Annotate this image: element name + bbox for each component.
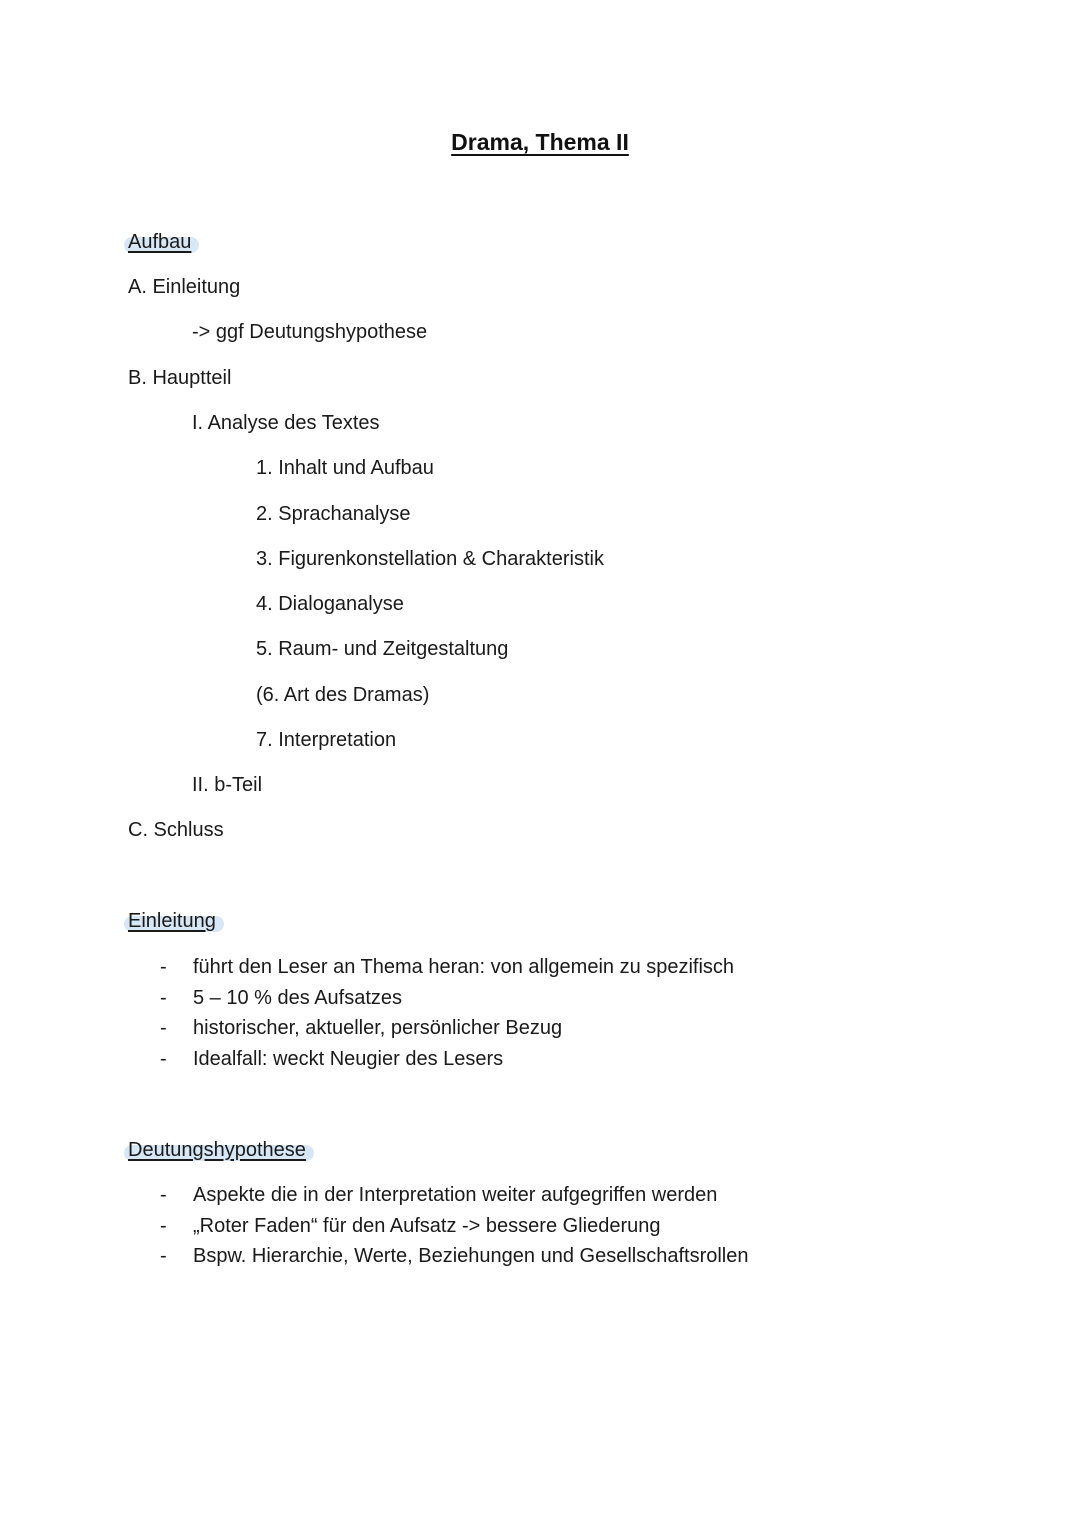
outline-item: 3. Figurenkonstellation & Charakteristik (256, 548, 604, 570)
bullet-marker: - (160, 987, 167, 1009)
outline-item: 4. Dialoganalyse (256, 593, 404, 615)
heading-aufbau-text: Aufbau (128, 231, 192, 253)
outline-item: C. Schluss (128, 819, 224, 841)
list-item-text: Idealfall: weckt Neugier des Lesers (193, 1048, 504, 1070)
heading-deutungshypothese-text: Deutungshypothese (128, 1139, 306, 1161)
list-item-text: führt den Leser an Thema heran: von allgemein zu spezifisch (193, 956, 735, 978)
outline-item: B. Hauptteil (128, 367, 232, 389)
heading-einleitung (128, 910, 216, 933)
bullet-marker: - (160, 1245, 167, 1267)
heading-einleitung-text: Einleitung (128, 910, 216, 932)
outline-item: II. b-Teil (192, 774, 263, 796)
page-title: Drama, Thema II (451, 129, 629, 155)
heading-aufbau (128, 231, 191, 254)
list-item-text: Aspekte die in der Interpretation weiter aufgegriffen werden (193, 1184, 718, 1206)
list-item-text: historischer, aktueller, persönlicher Bezug (193, 1017, 563, 1039)
bullet-marker: - (160, 1184, 167, 1206)
outline-item: 2. Sprachanalyse (256, 503, 411, 525)
outline-item: A. Einleitung (128, 276, 241, 298)
outline-item: -> ggf Deutungshypothese (192, 321, 428, 343)
outline-item: 5. Raum- und Zeitgestaltung (256, 638, 509, 660)
outline-item: (6. Art des Dramas) (256, 684, 430, 706)
bullet-marker: - (160, 1048, 167, 1070)
outline-item: I. Analyse des Textes (192, 412, 380, 434)
list-item-text: 5 – 10 % des Aufsatzes (193, 987, 403, 1009)
bullet-marker: - (160, 1017, 167, 1039)
heading-deutungshypothese (128, 1139, 306, 1162)
outline-item: 7. Interpretation (256, 729, 397, 751)
list-item-text: „Roter Faden“ für den Aufsatz -> bessere Gliederung (193, 1215, 661, 1237)
list-item-text: Bspw. Hierarchie, Werte, Beziehungen und Gesellschaftsrollen (193, 1245, 749, 1267)
bullet-marker: - (160, 956, 167, 978)
outline-item: 1. Inhalt und Aufbau (256, 457, 434, 479)
bullet-marker: - (160, 1215, 167, 1237)
